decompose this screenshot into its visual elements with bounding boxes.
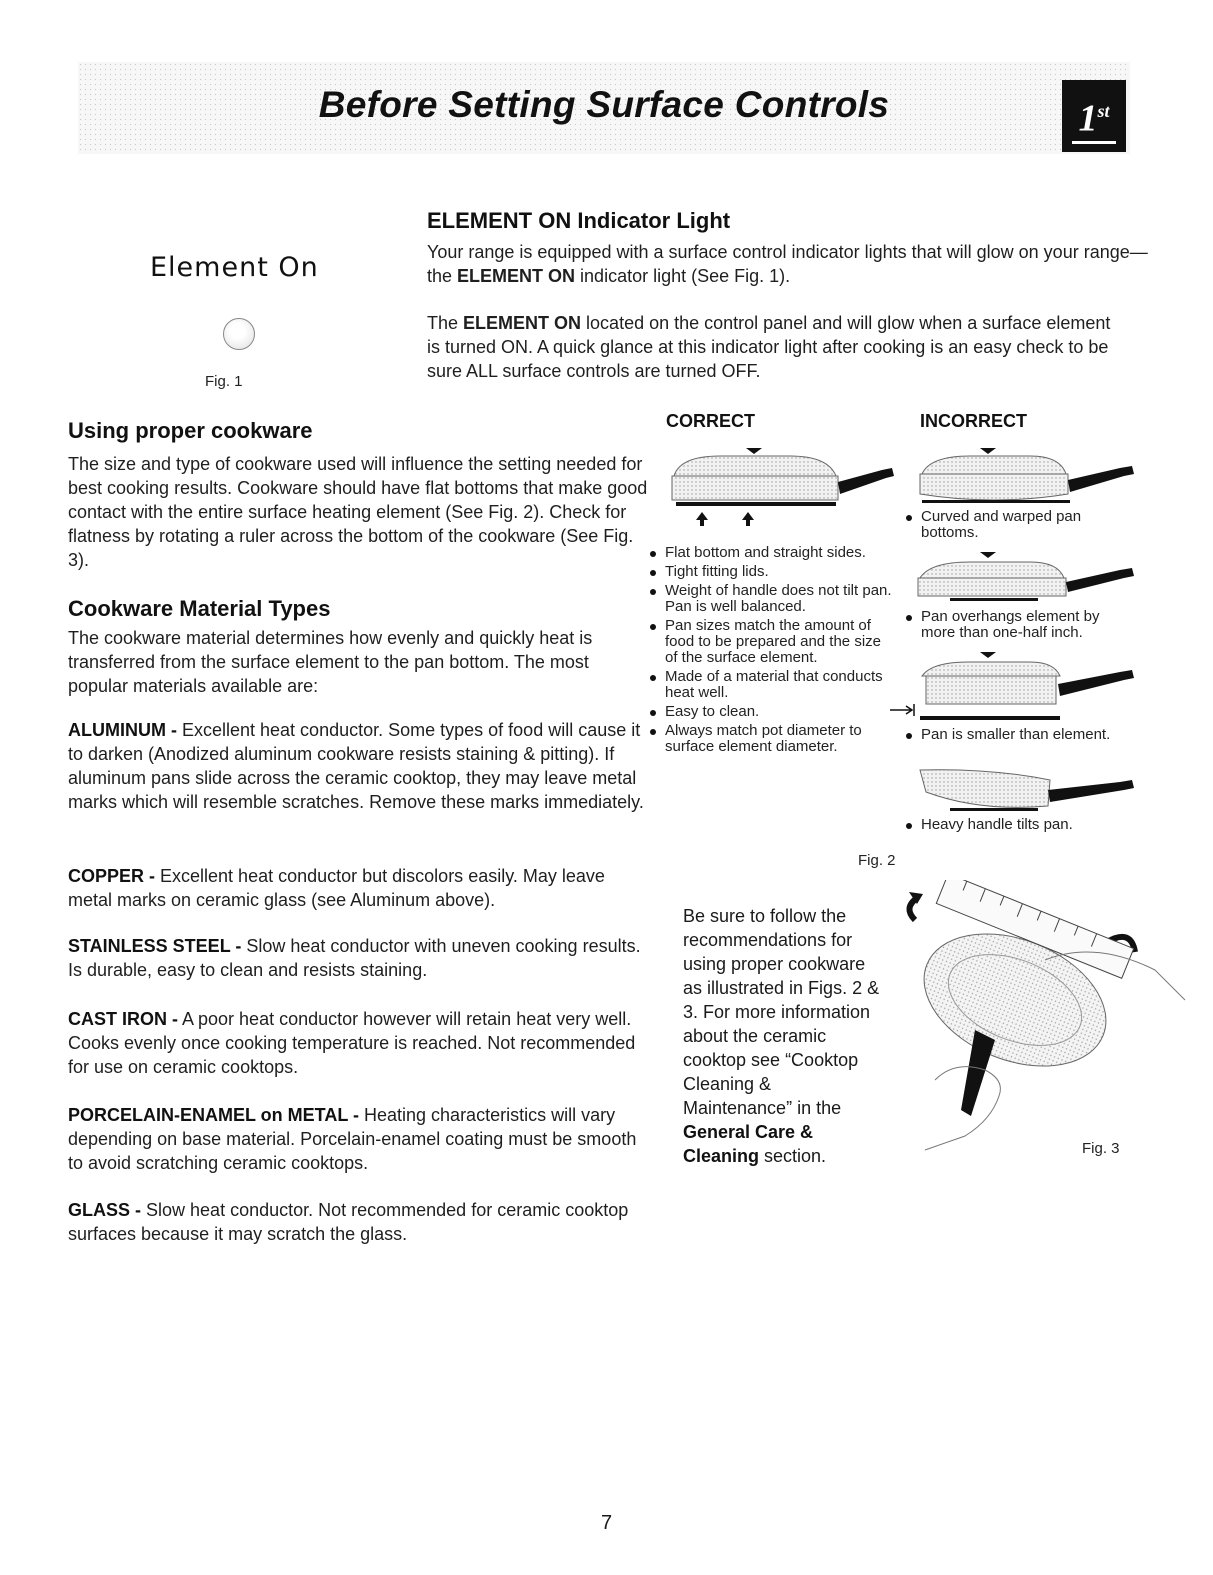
page-title: Before Setting Surface Controls [318, 84, 890, 125]
material-glass [68, 1198, 648, 1246]
material-desc: Slow heat conductor. Not recommended for ceramic cooktop surfaces because it may scratch the glass. [68, 1200, 629, 1244]
p2-text-end: located on the control panel and will glow when a surface element is turned ON. A quick glance at this indicator light after cooking is an easy check to be sure ALL surface controls are turned OFF. [427, 313, 1111, 381]
material-desc: Excellent heat conductor but discolors easily. May leave metal marks on ceramic glass (see Aluminum above). [68, 866, 605, 910]
page-number: 7 [600, 1512, 613, 1534]
correct-heading: CORRECT [666, 411, 755, 431]
list-item: Tight fitting lids. [650, 564, 895, 580]
badge-underline [1072, 141, 1116, 144]
indicator-light-icon [223, 318, 255, 350]
fig3-bold: General Care & Cleaning [683, 1122, 814, 1166]
correct-pan-icon [672, 448, 894, 526]
fig1-label: Fig. 1 [205, 373, 243, 390]
incorrect-note [906, 817, 1136, 836]
material-name: STAINLESS STEEL - [68, 936, 242, 956]
material-name: GLASS - [68, 1200, 142, 1220]
material-desc: Excellent heat conductor. Some types of food will cause it to darken (Anodized aluminum cookware resists staining & pitting). If aluminum pans slide across the ceramic cooktop, they may leave metal marks which will resemble scratches. Remove these marks immediately. [68, 720, 644, 812]
material-cast-iron [68, 1007, 648, 1079]
header-banner [78, 62, 1130, 154]
indicator-paragraph-1 [427, 240, 1157, 288]
fig2-label: Fig. 2 [858, 852, 896, 869]
indicator-paragraph-2 [427, 311, 1117, 383]
fig3-text: Be sure to follow the recommendations for using proper cookware as illustrated in Figs. 2 & 3. For more information about the ceramic cooktop see “Cooktop Cleaning & Maintenance” in the [683, 906, 880, 1118]
tilted-pan-icon [920, 770, 1134, 811]
material-intro: The cookware material determines how evenly and quickly heat is transferred from the surface element to the pan bottom. The most popular materials available are: [68, 628, 593, 696]
material-desc: Heating characteristics will vary depending on base material. Porcelain-enamel coating must be smooth to avoid scratching ceramic cooktops. [68, 1105, 637, 1173]
list-item: Easy to clean. [650, 704, 895, 720]
material-copper [68, 864, 648, 912]
list-item: Pan sizes match the amount of food to be prepared and the size of the surface element. [650, 618, 895, 666]
badge-number: 1 [1078, 97, 1098, 140]
material-name: COPPER - [68, 866, 156, 886]
badge-suffix: st [1097, 101, 1110, 121]
list-item: Made of a material that conducts heat well. [650, 669, 895, 701]
list-item: Flat bottom and straight sides. [650, 545, 895, 561]
material-stainless-steel [68, 934, 648, 982]
cookware-heading: Using proper cookware [68, 418, 313, 443]
list-item: Weight of handle does not tilt pan. Pan is well balanced. [650, 583, 895, 615]
cookware-paragraph: The size and type of cookware used will influence the setting needed for best cooking results. Cookware should have flat bottoms that make good contact with the entire surface heating element (See Fig. 2). Check for flatness by rotating a ruler across the bottom of the cookware (See Fig. 3). [68, 454, 648, 570]
p1-bold: ELEMENT ON [457, 266, 576, 286]
material-desc: Slow heat conductor with uneven cooking results. Is durable, easy to clean and resists staining. [68, 936, 641, 980]
p1-text-end: indicator light (See Fig. 1). [575, 266, 791, 286]
list-item: Pan overhangs element by more than one-half inch. [906, 609, 1136, 641]
list-item: Always match pot diameter to surface element diameter. [650, 723, 895, 755]
first-step-badge [1062, 80, 1126, 152]
warped-pan-icon [920, 448, 1134, 503]
material-name: CAST IRON - [68, 1009, 178, 1029]
p2-text: The [427, 313, 464, 333]
list-item: Pan is smaller than element. [906, 727, 1136, 743]
p1-text: Your range is equipped with a surface control indicator lights that will glow on your range— the [427, 242, 1148, 286]
incorrect-note [906, 509, 1136, 544]
list-item: Curved and warped pan bottoms. [906, 509, 1136, 541]
incorrect-note [906, 727, 1136, 746]
material-desc: A poor heat conductor however will retain heat very well. Cooks evenly once cooking temperature is reached. Not recommended for use on ceramic cooktops. [68, 1009, 636, 1077]
correct-list [650, 545, 895, 758]
ruler-check-illustration [895, 880, 1195, 1170]
material-aluminum [68, 718, 648, 814]
incorrect-heading: INCORRECT [920, 411, 1027, 431]
indicator-light-heading: ELEMENT ON Indicator Light [427, 208, 731, 233]
material-types-heading: Cookware Material Types [68, 596, 331, 621]
element-on-heading: Element On [150, 252, 319, 283]
fig3-paragraph [683, 904, 883, 1168]
material-name: ALUMINUM - [68, 720, 177, 740]
incorrect-note [906, 609, 1136, 644]
overhang-pan-icon [918, 552, 1134, 601]
material-name: PORCELAIN-ENAMEL on METAL - [68, 1105, 359, 1125]
fig3-text-end: section. [759, 1146, 827, 1166]
list-item: Heavy handle tilts pan. [906, 817, 1136, 833]
fig3-label: Fig. 3 [1082, 1140, 1120, 1157]
material-porcelain-enamel [68, 1103, 648, 1175]
small-pan-icon [890, 652, 1134, 720]
p2-bold: ELEMENT ON [463, 313, 582, 333]
